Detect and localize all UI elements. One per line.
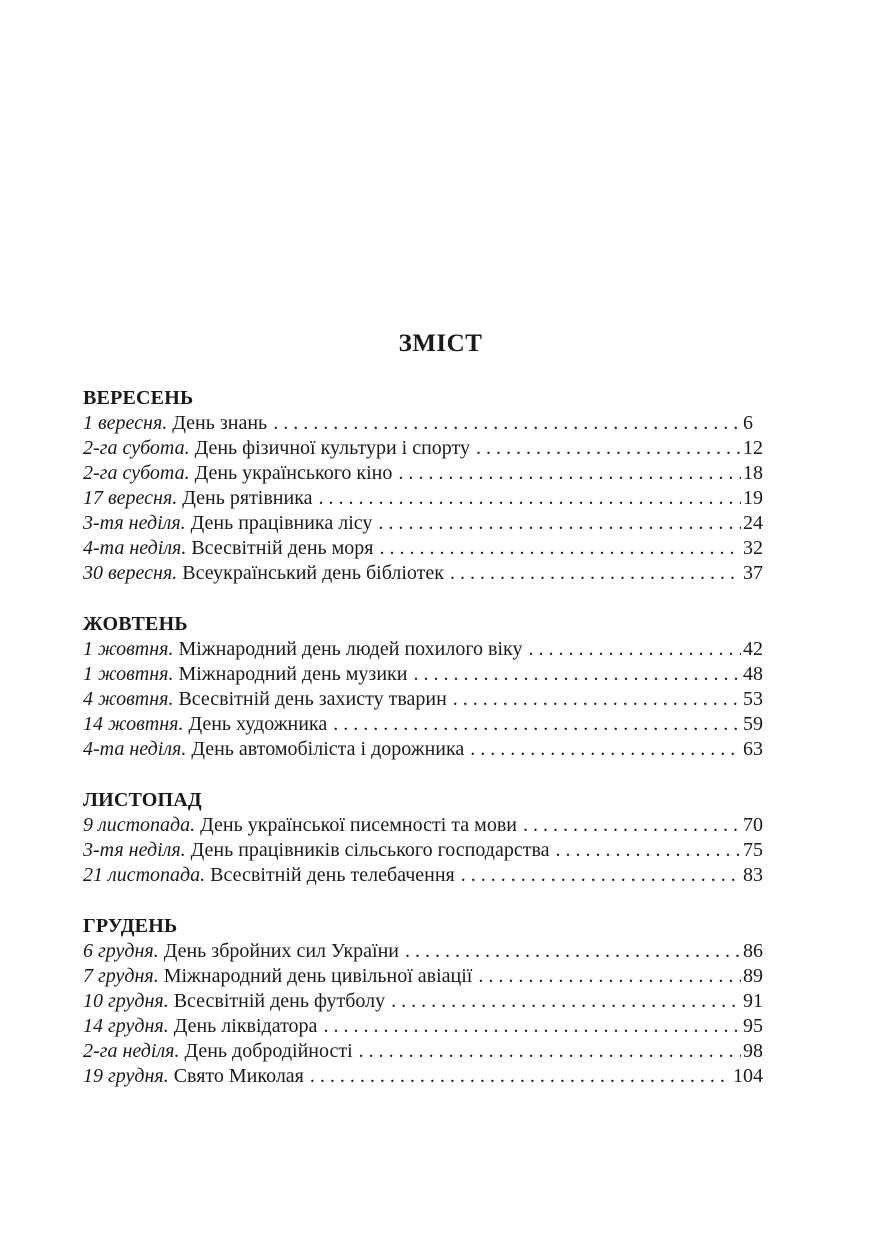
toc-entry[interactable] [83, 838, 763, 863]
toc-entry[interactable] [83, 486, 763, 511]
table-of-contents [83, 385, 763, 1114]
dot-leader [378, 511, 741, 536]
entry-name: День фізичної культури і спорту [194, 437, 471, 459]
entry-date: 1 жовтня. [83, 663, 174, 685]
toc-entry[interactable] [83, 964, 763, 989]
toc-entry[interactable] [83, 536, 763, 561]
toc-entry[interactable] [83, 1014, 763, 1039]
entry-page-number: 12 [743, 437, 763, 459]
entry-page-number: 98 [743, 1040, 763, 1062]
entry-page-number: 32 [743, 537, 763, 559]
entry-name: День знань [172, 412, 268, 434]
entry-name: День художника [188, 713, 328, 735]
entry-date: 4-та неділя. [83, 738, 187, 760]
dot-leader [359, 1039, 741, 1064]
entry-name: Всесвітній день телебачення [210, 864, 455, 886]
entry-name: День ліквідатора [173, 1015, 318, 1037]
dot-leader [556, 838, 741, 863]
entry-page-number: 104 [733, 1065, 763, 1087]
dot-leader [319, 486, 741, 511]
section-heading: ВЕРЕСЕНЬ [83, 387, 194, 409]
entry-page-number: 59 [743, 713, 763, 735]
section-heading: ГРУДЕНЬ [83, 915, 178, 937]
entry-page-number: 75 [743, 839, 763, 861]
entry-page-number: 86 [743, 940, 763, 962]
entry-date: 6 грудня. [83, 940, 159, 962]
entry-date: 2-га неділя. [83, 1040, 180, 1062]
entry-name: День працівників сільського господарства [190, 839, 550, 861]
entry-page-number: 6 [743, 412, 753, 434]
entry-date: 14 жовтня. [83, 713, 184, 735]
entry-name: День автомобіліста і дорожника [191, 738, 465, 760]
dot-leader [523, 813, 741, 838]
dot-leader [476, 436, 741, 461]
dot-leader [470, 737, 741, 762]
entry-name: День працівника лісу [190, 512, 373, 534]
section-heading: ЛИСТОПАД [83, 789, 202, 811]
entry-page-number: 19 [743, 487, 763, 509]
entry-date: 9 листопада. [83, 814, 196, 836]
dot-leader [450, 561, 741, 586]
toc-entry[interactable] [83, 411, 763, 436]
toc-entry[interactable] [83, 662, 763, 687]
entry-name: Міжнародний день цивільної авіації [163, 965, 473, 987]
dot-leader [323, 1014, 741, 1039]
toc-entry[interactable] [83, 511, 763, 536]
dot-leader [398, 461, 741, 486]
entry-date: 4-та неділя. [83, 537, 187, 559]
dot-leader [453, 687, 741, 712]
entry-page-number: 24 [743, 512, 763, 534]
toc-entry[interactable] [83, 712, 763, 737]
entry-page-number: 63 [743, 738, 763, 760]
entry-name: Всесвітній день захисту тварин [178, 688, 447, 710]
entry-name: Всеукраїнський день бібліотек [182, 562, 444, 584]
entry-page-number: 53 [743, 688, 763, 710]
entry-date: 21 листопада. [83, 864, 206, 886]
toc-entry[interactable] [83, 637, 763, 662]
entry-page-number: 18 [743, 462, 763, 484]
dot-leader [413, 662, 741, 687]
entry-page-number: 95 [743, 1015, 763, 1037]
entry-name: День українського кіно [194, 462, 393, 484]
entry-page-number: 91 [743, 990, 763, 1012]
toc-entry[interactable] [83, 737, 763, 762]
entry-date: 10 грудня. [83, 990, 169, 1012]
entry-page-number: 37 [743, 562, 763, 584]
entry-date: 3-тя неділя. [83, 839, 186, 861]
toc-entry[interactable] [83, 436, 763, 461]
section-december [83, 913, 763, 1089]
entry-page-number: 70 [743, 814, 763, 836]
dot-leader [391, 989, 741, 1014]
section-november [83, 787, 763, 888]
entry-date: 3-тя неділя. [83, 512, 186, 534]
section-october [83, 611, 763, 762]
toc-entry[interactable] [83, 813, 763, 838]
dot-leader [461, 863, 741, 888]
dot-leader [478, 964, 741, 989]
entry-name: День рятівника [182, 487, 313, 509]
entry-date: 4 жовтня. [83, 688, 174, 710]
toc-entry[interactable] [83, 863, 763, 888]
dot-leader [405, 939, 741, 964]
toc-entry[interactable] [83, 939, 763, 964]
dot-leader [380, 536, 742, 561]
dot-leader [310, 1064, 731, 1089]
entry-date: 1 вересня. [83, 412, 168, 434]
entry-date: 14 грудня. [83, 1015, 169, 1037]
entry-name: День української писемності та мови [200, 814, 517, 836]
entry-name: День добродійності [184, 1040, 353, 1062]
entry-name: День збройних сил України [163, 940, 399, 962]
entry-date: 19 грудня. [83, 1065, 169, 1087]
entry-date: 17 вересня. [83, 487, 178, 509]
entry-page-number: 48 [743, 663, 763, 685]
dot-leader [528, 637, 741, 662]
dot-leader [273, 411, 741, 436]
entry-page-number: 89 [743, 965, 763, 987]
entry-date: 7 грудня. [83, 965, 159, 987]
entry-name: Всесвітній день футболу [173, 990, 386, 1012]
toc-entry[interactable] [83, 1064, 763, 1089]
section-heading: ЖОВТЕНЬ [83, 613, 188, 635]
entry-date: 1 жовтня. [83, 638, 174, 660]
section-september [83, 385, 763, 586]
toc-entry[interactable] [83, 687, 763, 712]
entry-date: 2-га субота. [83, 437, 190, 459]
entry-date: 30 вересня. [83, 562, 178, 584]
entry-name: Всесвітній день моря [191, 537, 374, 559]
dot-leader [333, 712, 741, 737]
toc-entry[interactable] [83, 989, 763, 1014]
entry-page-number: 83 [743, 864, 763, 886]
entry-page-number: 42 [743, 638, 763, 660]
entry-date: 2-га субота. [83, 462, 190, 484]
entry-name: Свято Миколая [173, 1065, 304, 1087]
toc-entry[interactable] [83, 1039, 763, 1064]
toc-entry[interactable] [83, 561, 763, 586]
entry-name: Міжнародний день музики [178, 663, 408, 685]
entry-name: Міжнародний день людей похилого віку [178, 638, 523, 660]
page-title: ЗМІСТ [398, 330, 483, 357]
toc-entry[interactable] [83, 461, 763, 486]
